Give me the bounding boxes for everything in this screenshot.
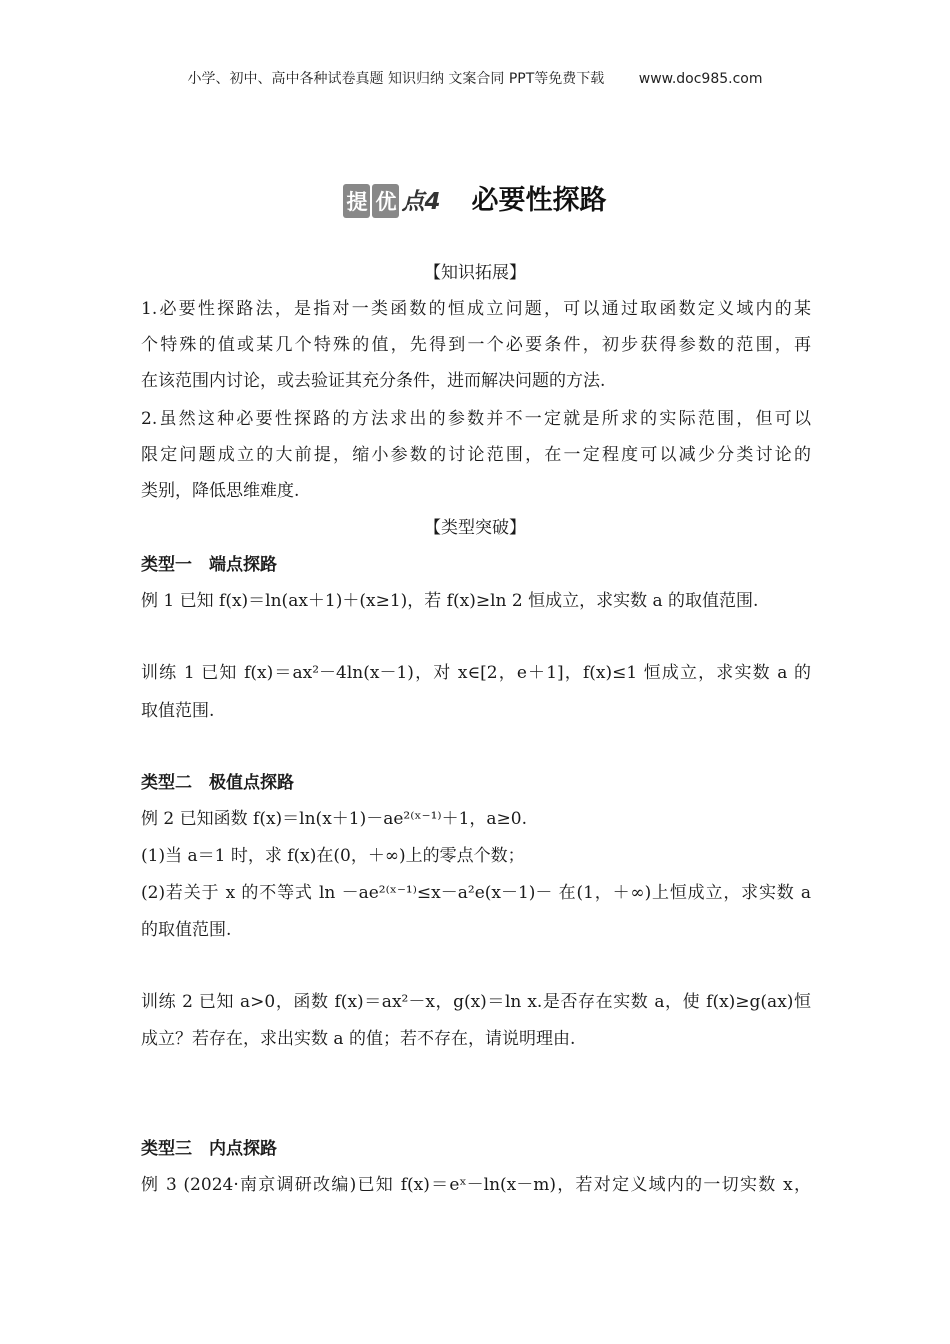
para1-line-3: 在该范围内讨论，或去验证其充分条件，进而解决问题的方法. [141,371,606,391]
para1-line-2: 个特殊的值或某几个特殊的值，先得到一个必要条件，初步获得参数的范围，再 [141,335,811,355]
page-title [0,178,950,218]
header-site-link[interactable]: www.doc985.com [638,71,763,87]
title-badge-1: 提 [343,184,370,218]
type2-train-line-1: 训练 2 已知 a>0，函数 f(x)＝ax²－x，g(x)＝ln x.是否存在实数 a，使 f(x)≥g(ax)恒 [141,992,811,1012]
type1-heading: 类型一 端点探路 [141,555,277,575]
type3-example-line-1: 例 3 (2024·南京调研改编)已知 f(x)＝eˣ－ln(x－m)，若对定义域内的一切实数 x， [141,1175,811,1195]
para2-line-2: 限定问题成立的大前提，缩小参数的讨论范围，在一定程度可以减少分类讨论的 [141,445,811,465]
type2-train-line-2: 成立？若存在，求出实数 a 的值；若不存在，请说明理由. [141,1029,576,1049]
type2-heading: 类型二 极值点探路 [141,773,294,793]
para1-line-1: 1.必要性探路法，是指对一类函数的恒成立问题，可以通过取函数定义域内的某 [141,299,811,319]
type1-train-line-2: 取值范围. [141,701,215,721]
type3-heading: 类型三 内点探路 [141,1139,277,1159]
page-header [0,68,950,88]
type1-example: 例 1 已知 f(x)＝ln(ax＋1)＋(x≥1)，若 f(x)≥ln 2 恒成立，求实数 a 的取值范围. [141,591,759,611]
type2-example-line-4: 的取值范围. [141,920,232,940]
type1-train-line-1: 训练 1 已知 f(x)＝ax²－4ln(x－1)，对 x∈[2，e＋1]，f(x)≤1 恒成立，求实数 a 的 [141,663,811,683]
para2-line-1: 2.虽然这种必要性探路的方法求出的参数并不一定就是所求的实际范围，但可以 [141,409,811,429]
section-heading-types: 【类型突破】 [424,518,526,538]
title-main: 必要性探路 [471,185,607,216]
title-badge-2: 优 [372,184,399,218]
type2-example-line-3: (2)若关于 x 的不等式 ln －ae²⁽ˣ⁻¹⁾≤x－a²e(x－1)－ 在(1，＋∞)上恒成立，求实数 a [141,883,811,903]
para2-line-3: 类别，降低思维难度. [141,481,300,501]
header-text: 小学、初中、高中各种试卷真题 知识归纳 文案合同 PPT等免费下载 [187,71,605,87]
section-heading-knowledge: 【知识拓展】 [424,263,526,283]
title-point: 点4 [401,189,441,215]
type2-example-line-1: 例 2 已知函数 f(x)＝ln(x＋1)－ae²⁽ˣ⁻¹⁾＋1，a≥0. [141,809,527,829]
type2-example-line-2: (1)当 a＝1 时，求 f(x)在(0，＋∞)上的零点个数； [141,846,525,866]
